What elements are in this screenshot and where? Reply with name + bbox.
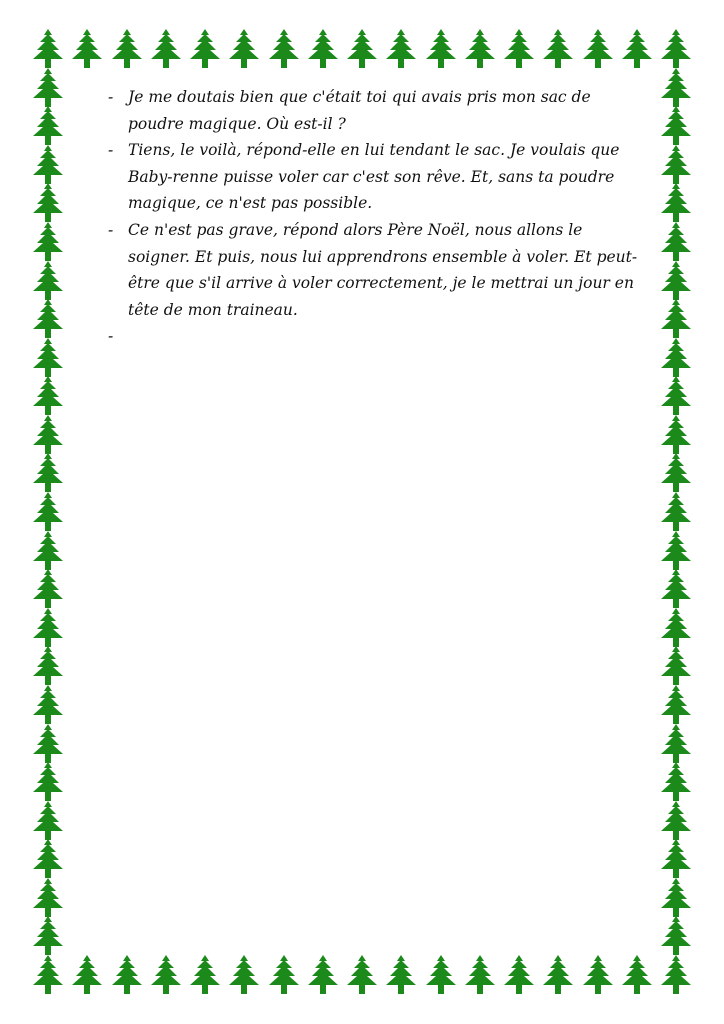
christmas-tree-icon [69, 28, 105, 70]
christmas-tree-icon [30, 105, 66, 147]
christmas-tree-icon [658, 260, 694, 302]
dialogue-dash: - [108, 220, 114, 239]
christmas-tree-icon [30, 645, 66, 687]
dialogue-dash: - [108, 88, 114, 106]
christmas-tree-icon [658, 530, 694, 572]
dialogue-line-4 [104, 323, 644, 350]
christmas-tree-icon [305, 28, 341, 70]
christmas-tree-icon [148, 28, 184, 70]
christmas-tree-icon [501, 28, 537, 70]
christmas-tree-icon [658, 28, 694, 70]
christmas-tree-icon [30, 28, 66, 70]
christmas-tree-icon [187, 28, 223, 70]
dialogue-line-text: Ce n'est pas grave, répond alors Père Noël, nous allons le soigner. Et puis, nous lui apprendrons ensemble à voler. Et peut-être que s'il arrive à voler correctement, je le mettrai un jour en tête de mon traineau. [128, 220, 638, 319]
dialogue-dash: - [108, 327, 114, 346]
christmas-tree-icon [30, 607, 66, 649]
christmas-tree-icon [266, 28, 302, 70]
christmas-tree-icon [658, 607, 694, 649]
christmas-tree-icon [540, 28, 576, 70]
christmas-tree-icon [619, 954, 655, 996]
dialogue-list [104, 84, 644, 350]
christmas-tree-icon [658, 414, 694, 456]
christmas-tree-icon [148, 954, 184, 996]
dialogue-text [104, 84, 644, 350]
dialogue-dash: - [108, 141, 114, 160]
christmas-tree-icon [462, 954, 498, 996]
christmas-tree-icon [226, 28, 262, 70]
christmas-tree-icon [344, 28, 380, 70]
christmas-tree-icon [658, 915, 694, 957]
christmas-tree-icon [30, 723, 66, 765]
christmas-tree-icon [30, 491, 66, 533]
christmas-tree-icon [30, 452, 66, 494]
christmas-tree-icon [30, 337, 66, 379]
christmas-tree-icon [540, 954, 576, 996]
christmas-tree-icon [30, 182, 66, 224]
christmas-tree-icon [658, 800, 694, 842]
christmas-tree-icon [658, 723, 694, 765]
christmas-tree-icon [619, 28, 655, 70]
christmas-tree-icon [658, 452, 694, 494]
christmas-tree-icon [383, 954, 419, 996]
dialogue-line-3 [104, 217, 644, 323]
christmas-tree-icon [30, 877, 66, 919]
christmas-tree-icon [30, 260, 66, 302]
christmas-tree-icon [187, 954, 223, 996]
christmas-tree-icon [580, 954, 616, 996]
christmas-tree-icon [658, 491, 694, 533]
christmas-tree-icon [305, 954, 341, 996]
christmas-tree-icon [501, 954, 537, 996]
dialogue-line-2 [104, 137, 644, 217]
christmas-tree-icon [658, 877, 694, 919]
christmas-tree-icon [658, 761, 694, 803]
christmas-tree-icon [226, 954, 262, 996]
christmas-tree-icon [658, 684, 694, 726]
christmas-tree-icon [30, 67, 66, 109]
christmas-tree-icon [30, 221, 66, 263]
christmas-tree-icon [658, 105, 694, 147]
christmas-tree-icon [30, 568, 66, 610]
christmas-tree-icon [109, 954, 145, 996]
christmas-tree-icon [658, 375, 694, 417]
christmas-tree-icon [658, 182, 694, 224]
christmas-tree-icon [30, 530, 66, 572]
christmas-tree-icon [109, 28, 145, 70]
dialogue-line-text: Je me doutais bien que c'était toi qui avais pris mon sac de poudre magique. Où est-il ? [128, 88, 591, 133]
christmas-tree-icon [30, 761, 66, 803]
dialogue-line-1 [104, 84, 644, 137]
christmas-tree-icon [658, 67, 694, 109]
christmas-tree-icon [658, 221, 694, 263]
christmas-tree-icon [30, 915, 66, 957]
christmas-tree-icon [423, 28, 459, 70]
christmas-tree-icon [30, 954, 66, 996]
christmas-tree-icon [462, 28, 498, 70]
christmas-tree-icon [580, 28, 616, 70]
christmas-tree-icon [383, 28, 419, 70]
christmas-tree-icon [658, 144, 694, 186]
christmas-tree-icon [30, 838, 66, 880]
christmas-tree-icon [69, 954, 105, 996]
christmas-tree-icon [658, 298, 694, 340]
christmas-tree-icon [30, 375, 66, 417]
christmas-tree-icon [344, 954, 380, 996]
dialogue-line-text: Tiens, le voilà, répond-elle en lui tendant le sac. Je voulais que Baby-renne puisse voler car c'est son rêve. Et, sans ta poudre magique, ce n'est pas possible. [128, 141, 620, 213]
christmas-tree-icon [658, 568, 694, 610]
christmas-tree-icon [658, 645, 694, 687]
christmas-tree-icon [266, 954, 302, 996]
christmas-tree-icon [658, 337, 694, 379]
christmas-tree-icon [658, 954, 694, 996]
christmas-tree-icon [30, 144, 66, 186]
christmas-tree-icon [658, 838, 694, 880]
christmas-tree-icon [423, 954, 459, 996]
christmas-tree-icon [30, 684, 66, 726]
christmas-tree-icon [30, 414, 66, 456]
christmas-tree-icon [30, 800, 66, 842]
christmas-tree-icon [30, 298, 66, 340]
